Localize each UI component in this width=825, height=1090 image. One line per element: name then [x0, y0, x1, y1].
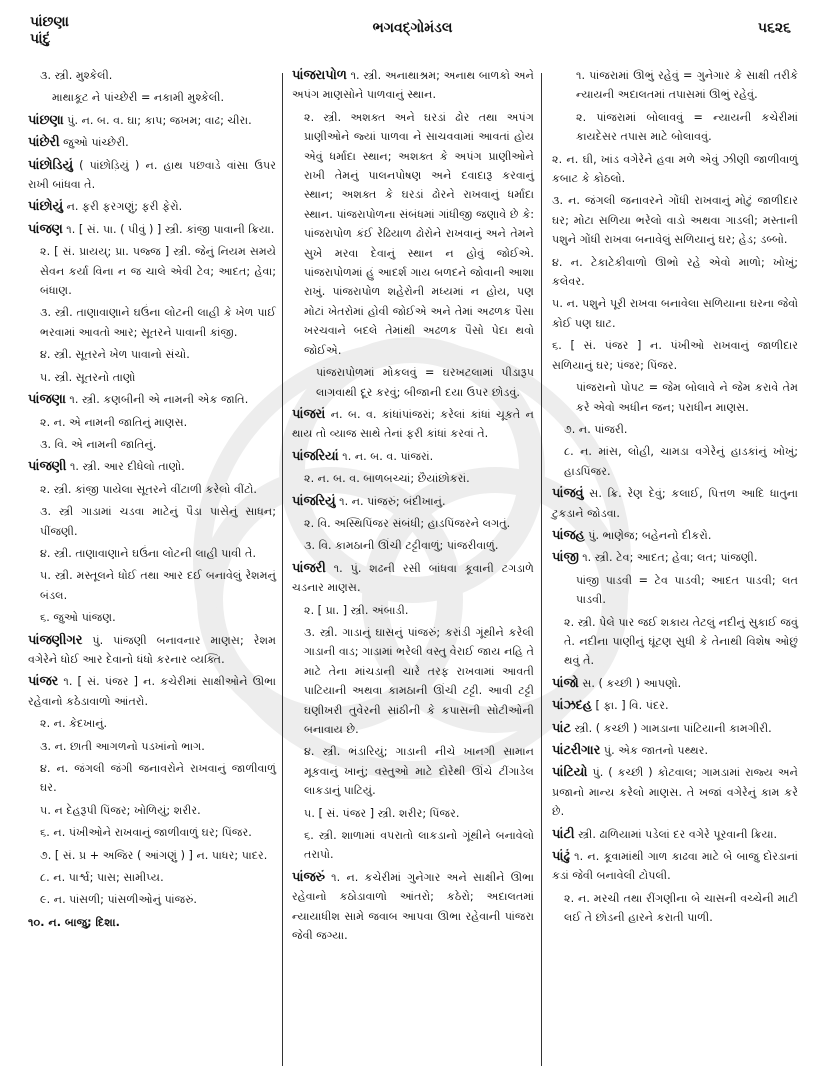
headword: પાંજણીગર: [28, 632, 83, 648]
dictionary-entry: [292, 868, 534, 946]
definition-text: ૬. જુઓ પાંજણ.: [40, 611, 116, 625]
sense-entry: [552, 613, 798, 671]
column-divider: [282, 73, 283, 1066]
definition-text: ૩. ન. છાતી આગળનો પડખાંનો ભાગ.: [40, 739, 205, 753]
book-title: ભગવદ્ગોમંડલ: [372, 20, 453, 36]
sense-entry: [28, 345, 276, 364]
definition-text: ન. ફરી ફરગણું; ફરી ફેરો.: [66, 200, 183, 214]
definition-text: ૭. ન. પાંજરી.: [564, 422, 628, 436]
definition-text: ૫. સ્ત્રી. મસ્તૂલને ધોઈ તથા આર દઈ બનાવેલું રેશમનું બંડલ.: [40, 569, 276, 602]
definition-text: ૨. ન. એ નામની જાતિનું માણસ.: [40, 415, 188, 429]
definition-text: ૧. ન. બ. વ. પાંજરાં.: [342, 449, 434, 463]
headword: પાંજો: [552, 675, 579, 691]
definition-text: ૪. સ્ત્રી. ભંડારિયું; ગાડાની નીચે ખાનગી સામાન મૂકવાનું ખાનું; વસ્તુઓ માટે દોરેથી ઊંચે ટીંગાડેલ લાકડાનું પાટિયું.: [304, 745, 534, 798]
headword: પાંછોયું: [28, 199, 64, 215]
headword: પાંછણા: [28, 112, 64, 128]
definition-text: ૮. ન. માંસ, લોહી, ચામડા વગેરેનું હાડકાંનું ખોખું; હાડપિંજર.: [564, 445, 798, 478]
headword: પાંટિયો: [552, 765, 588, 781]
dictionary-entry: [28, 390, 276, 409]
headword: પાંટરીગાર: [552, 743, 601, 758]
definition-text: સ્ત્રી. ઢાળિયામાં પડેલાં દર વગેરે પૂરવાની ક્રિયા.: [578, 827, 778, 841]
page-header: [0, 0, 825, 64]
definition-text: માથાકૂટ ને પાંચ્છેરી = નકામી મુશ્કેલી.: [52, 91, 225, 105]
sense-entry: [28, 823, 276, 842]
sense-entry: [292, 469, 534, 488]
column-1: [28, 66, 276, 935]
sense-entry: [552, 253, 798, 292]
headword: પાંજણ: [28, 221, 63, 237]
definition-text: ૨. સ્ત્રી. અશક્ત અને ઘરડાં ઢોર તથા અપંગ પ્રાણીઓને જ્યાં પાળવા ને સાચવવામાં આવતાં હોય એવું ધર્માદા સ્થાન; અશક્ત કે અપંગ પ્રાણીઓને રાખી તેમનું પાલનપોષણ અને દવાદારૂ કરવાનું સ્થાન; અશક્ત કે ઘરડાં ઢોરને રાખવાનું ધર્માદા સ્થાન. પાંજરાપોળના સંબંધમાં ગાંધીજી જણાવે છે કે: પાંજરાપોળ કંઈ રેઢિયાળ ઢોરોને રાખવાનું અને તેમને સુખે મરવા દેવાનું સ્થાન ન હોવું જોઈએ. પાંજરાપોળમાં હું આદર્શ ગાય બળદને જોવાની આશા રાખું. પાંજરાપોળ શહેરોની મધ્યમાં ન હોય, પણ મોટાં ખેતરોમાં હોવી જોઈએ અને તેમાં અઢળક પૈસા ખરચવાને બદલે તેમાંથી અઢળક પૈસો પેદા થવો જોઈએ.: [304, 110, 534, 357]
definition-text: ૨. પાંજરામાં બોલાવવું = ન્યાયની કચેરીમાં કાયદેસર તપાસ માટે બોલાવવું.: [576, 110, 798, 144]
definition-text: ૫. [ સં. પંજર ] સ્ત્રી. શરીર; પિંજર.: [304, 806, 460, 820]
definition-text: ૫. ન. પશુને પૂરી રાખવા બનાવેલા સળિયાના ઘરના જેવો કોઈ પણ ઘાટ.: [552, 297, 798, 330]
definition-text: ૧. સ્ત્રી. આર દીધેલો તાણો.: [69, 460, 185, 474]
definition-text: ૬. ન. પંખીઓને રાખવાનું જાળીવાળું ઘર; પિંજર.: [40, 826, 252, 840]
dictionary-entry: [552, 484, 798, 523]
definition-text: ૨. સ્ત્રી. કાંજી પાયેલા સૂતરને વીંટાળી કરેલો વીંટો.: [40, 482, 257, 496]
guide-word-first: પાંછણા: [30, 14, 69, 30]
definition-text: ૨. [ પ્રા. ] સ્ત્રી. અંબાડી.: [304, 603, 409, 617]
sense-entry: [28, 890, 276, 909]
sense-entry: [552, 889, 798, 928]
sense-entry: [292, 804, 534, 823]
definition-text: ૨. [ સં. પ્રાયય્; પ્રા. પજ્જ ] સ્ત્રી. જેનું નિયમ સમયે સેવન કર્યા વિના ન જ ચાલે એવી ટેવ; આદત; હેવા; બંધાણ.: [40, 245, 276, 298]
dictionary-entry: [552, 526, 798, 545]
definition-text: ૨. ન. કેદખાનું.: [40, 717, 108, 731]
sense-entry: [28, 502, 276, 541]
dictionary-entry: [28, 672, 276, 711]
sense-entry: [28, 368, 276, 387]
definition-text: ૧. ન. કૂવામાંથી ગાળ કાઢવા માટે બે બાજુ દોરડાનાં કડાં જેવી બનાવેલી ટોપલી.: [552, 850, 799, 883]
idiom-entry: [552, 378, 798, 417]
column-divider: [541, 73, 542, 1066]
definition-text: જુઓ પાંચ્છેરી.: [63, 136, 129, 150]
sense-entry: [28, 759, 276, 798]
sense-entry: [28, 242, 276, 300]
definition-text: ૩. સ્ત્રી. ગાડાનું ઘાસનું પાંજરું; કરાંડી ગૂંથીને કરેલી ગાડાની વાડ; ગાડામાં ભરેલી વસ્તુ વેરાઈ જાય નહિ તે માટે તેના માંચડાની ચારે તરફ રાખવામાં આવતી પાટિયાની અથવા કામઠાની ઊંચી ટટ્ટી. આવી ટટ્ટી ઘણીખરી તુવેરની સાંઠીની કે કપાસની સોટીઓની બનાવાય છે.: [304, 625, 534, 736]
definition-text: ૧. સ્ત્રી. અનાથાશ્રમ; અનાથ બાળકો અને અપંગ માણસોને પાળવાનું સ્થાન.: [292, 69, 534, 102]
sense-entry: [552, 191, 798, 249]
definition-text: પું. ન. બ. વ. ઘા; કાપ; જખમ; વાઢ; ચીરા.: [67, 113, 252, 127]
definition-text: પું. પાંજણી બનાવનાર માણસ; રેશમ વગેરેને ધોઈ આર દેવાનો ધંધો કરનાર વ્યક્તિ.: [28, 633, 276, 666]
definition-text: ૧. પાંજરામાં ઊભું રહેવું = ગુનેગાર કે સાક્ષી તરીકે ન્યાયની અદાલતમાં તપાસમાં ઊભું રહેવું.: [576, 69, 798, 102]
guide-word-last: પાંદું: [30, 31, 51, 47]
sense-entry: [28, 913, 276, 932]
sense-entry: [552, 442, 798, 481]
definition-text: ૨. વિ. અસ્થિપિંજર સંબંધી; હાડપિંજરને લગતું.: [304, 516, 511, 530]
definition-text: પાંજરાનો પોપટ = જેમ બોલાવે ને જેમ કરાવે તેમ કરે એવો અધીન જન; પરાધીન માણસ.: [576, 381, 798, 414]
sense-entry: [292, 536, 534, 555]
headword: પાંછોડિયું: [28, 157, 73, 173]
sense-entry: [552, 294, 798, 333]
headword: પાંજણી: [28, 459, 67, 475]
definition-text: સ. ક્રિ. રેણ દેવું; કલાઈ, પિત્તળ આદિ ધાતુના ટુકડાને જોડવા.: [552, 487, 799, 520]
sense-entry: [292, 601, 534, 620]
dictionary-entry: [292, 559, 534, 598]
sense-entry: [552, 336, 798, 375]
definition-text: ૨. ન. ઘી, ખાંડ વગેરેને હવા મળે એવું ઝીણી જાળીવાળું કબાટ કે કોઠલો.: [552, 152, 798, 186]
definition-text: ૩. ન. જંગલી જનાવરને ગોંધી રાખવાનું મોટું જાળીદાર ઘર; મોટા સળિયા ભરેલો વાડો અથવા ગાડલી; મસ્તાની પશુને ગોંધી રાખવા બનાવેલું સળિયાનું ઘર; હેડ; ડબ્બો.: [552, 194, 798, 247]
idiom-entry: [552, 571, 798, 610]
definition-text: ૭. [ સં. પ્ર + અજિર ( આંગણું ) ] ન. પાધર; પાદર.: [40, 848, 268, 862]
definition-text: ૮. ન. પાર્શ્વ; પાસ; સામીપ્ય.: [40, 871, 164, 885]
headword: પાંજહ: [552, 527, 585, 543]
dictionary-entry: [28, 220, 276, 239]
definition-text: ૩. વિ. કામઠાની ઊંચી ટટ્ટીવાળું; પાંજરીવાળું.: [304, 539, 499, 553]
idiom-entry: [292, 363, 534, 402]
idiom-entry: [552, 66, 798, 105]
definition-text: ૫. સ્ત્રી. સૂતરનો તાણો: [40, 370, 136, 384]
definition-text: ૩. સ્ત્રી. મુશ્કેલી.: [40, 69, 113, 82]
sense-entry: [28, 868, 276, 887]
definition-text: ૧. પું. શઢની રસી બાંધવા કૂવાની ટગડાળે ચડનાર માણસ.: [292, 561, 534, 595]
definition-text: પું. ભાણેજ; બહેનનો દીકરો.: [588, 528, 712, 542]
dictionary-entry: [292, 66, 534, 105]
sense-entry: [28, 846, 276, 865]
definition-text: ( પાંછોડ઼િયું ) ન. હાથ પછવાડે વાંસા ઉપર રાખી બાંધવા તે.: [28, 158, 276, 192]
sense-entry: [292, 826, 534, 865]
headword: પાંટી: [552, 826, 575, 842]
definition-text: ૪. ન. ટેકાટેકીવાળો ઊભો રહે એવો માળો; ખોખું; કલેવર.: [552, 255, 798, 289]
dictionary-entry: [28, 197, 276, 216]
dictionary-entry: [28, 133, 276, 152]
headword: પાંઢું: [552, 849, 570, 865]
dictionary-entry: [292, 492, 534, 511]
dictionary-entry: [292, 447, 534, 466]
headword: પાંઝદહ: [552, 698, 592, 714]
sense-entry: [28, 566, 276, 605]
sense-entry: [28, 714, 276, 733]
idiom-entry: [552, 108, 798, 147]
definition-text: ૪. સ્ત્રી. સૂતરને ખેળ પાવાનો સંચો.: [40, 348, 190, 362]
definition-text: ૧. સ્ત્રી. ટેવ; આદત; હેવા; લત; પાંજણી.: [582, 551, 758, 565]
sense-entry: [292, 514, 534, 533]
headword: પાંછેરી: [28, 135, 60, 151]
definition-text: ૧૦. ન. બાજુ; દિશા.: [28, 915, 120, 929]
dictionary-entry: [552, 847, 798, 886]
sense-entry: [28, 801, 276, 820]
definition-text: ૬. સ્ત્રી. શાળામાં વપરાતો લાકડાનો ગૂંથીને બનાવેલો તરાપો.: [304, 829, 534, 862]
definition-text: પું. એક જાતનો પથ્થર.: [603, 744, 709, 757]
definition-text: ૬. [ સં. પંજર ] ન. પંખીઓ રાખવાનું જાળીદાર સળિયાનું ઘર; પંજર; પિંજર.: [552, 339, 798, 372]
definition-text: પાંજરાપોળમાં મોકલવું = ઘરખટલામાં પીડારૂપ લાગવાથી દૂર કરવું; બીજાની દયા ઉપર છોડવું.: [316, 366, 534, 399]
definition-text: ૨. સ્ત્રી. પેલે પાર જઈ શકાય તેટલું નદીનું સુકાઈ જવું તે. નદીના પાણીનું ઘૂંટણ સુધી કે તેનાથી વિશેષ ઓછું થવું તે.: [564, 615, 798, 668]
headword: પાંજવું: [552, 486, 584, 502]
sense-entry: [28, 66, 276, 85]
headword: પાંજર: [28, 674, 59, 690]
definition-text: ૧. [ સં. પંજર ] ન. કચેરીમાં સાક્ષીઓને ઊભા રહેવાનો કઠેડાવાળો આંતરો.: [28, 675, 276, 708]
definition-text: ૧. [ સં. પા. ( પીવું ) ] સ્ત્રી. કાંજી પાવાની ક્રિયા.: [66, 222, 275, 236]
column-3: [552, 66, 798, 931]
definition-text: [ ફા. ] વિ. પંદર.: [595, 699, 669, 713]
headword: પાંજણા: [28, 392, 66, 408]
definition-text: ન. બ. વ. કાંધાંપાંજરાં; કરેલાં કાંધાં ચૂકતે ન થાય તો વ્યાજ સાથે તેનાં ફરી કાંધાં કરવાં તે.: [292, 407, 534, 441]
sense-entry: [552, 420, 798, 439]
sense-entry: [28, 435, 276, 454]
dictionary-entry: [552, 548, 798, 567]
headword: પાંજરિયાં: [292, 448, 339, 464]
definition-text: ૧. ન. પાંજરું; બંદીખાનું.: [339, 494, 446, 508]
dictionary-entry: [552, 825, 798, 844]
headword: પાંજી: [552, 550, 579, 566]
definition-text: પાંજી પાડવી = ટેવ પાડવી; આદત પાડવી; લત પાડવી.: [576, 573, 798, 607]
sense-entry: [28, 544, 276, 563]
headword: પાંટ: [552, 720, 571, 736]
definition-text: ૫. ન દેહરૂપી પિંજર; ખોળિયું; શરીર.: [40, 803, 201, 817]
page-number: ૫૬૨૬: [757, 20, 791, 36]
definition-text: પું. ( કચ્છી ) કોટવાલ; ગામડામાં રાજ્ય અને પ્રજાનો માન્ય કરેલો માણસ. તે ખજાં વગેરેનું કામ કરે છે.: [552, 766, 798, 819]
definition-text: ૧. ન. કચેરીમાં ગુનેગાર અને સાક્ષીને ઊભા રહેવાનો કઠોડાવાળો આંતરો; કઠેરો; અદાલતમાં ન્યાયાધીશ સામે જવાબ આપવા ઊભા રહેવાની પાંજરા જેવી જગ્યા.: [292, 870, 534, 943]
dictionary-entry: [28, 457, 276, 476]
dictionary-entry: [552, 696, 798, 715]
definition-text: ૧. સ્ત્રી. કણબીની એ નામની એક જાતિ.: [69, 393, 249, 407]
headword: પાંજરું: [292, 869, 325, 885]
sense-entry: [28, 608, 276, 627]
definition-text: ૩. સ્ત્રી ગાડામાં ચડવા માટેનું પૈડા પાસેનું સાધન; પીંજણી.: [40, 505, 276, 538]
dictionary-entry: [28, 156, 276, 195]
dictionary-entry: [552, 741, 798, 760]
dictionary-entry: [552, 719, 798, 738]
definition-text: ૨. ન. બ. વ. બાળબચ્ચાં; છૈયાંછોકરાં.: [304, 472, 470, 486]
dictionary-entry: [28, 631, 276, 670]
definition-text: ૩. વિ. એ નામની જાતિનું.: [40, 437, 157, 451]
sense-entry: [292, 108, 534, 360]
headword: પાંજરી: [292, 560, 326, 576]
headword: પાંજરિયું: [292, 493, 336, 509]
definition-text: ૪. ન. જંગલી જંગી જનાવરોને રાખવાનું જાળીવાળું ઘર.: [40, 762, 276, 795]
definition-text: ૪. સ્ત્રી. તાણાવાણાને ઘઉંના લોટની લાહી પાવી તે.: [40, 546, 256, 560]
sense-entry: [28, 303, 276, 342]
sense-entry: [292, 742, 534, 800]
dictionary-entry: [552, 674, 798, 693]
dictionary-entry: [28, 111, 276, 130]
dictionary-entry: [552, 763, 798, 821]
definition-text: ૩. સ્ત્રી. તાણાવાણાને ઘઉંના લોટની લાહી કે ખેળ પાઈ ભરવામાં આવતો આર; સૂતરને પાવાની કાંજી.: [40, 306, 276, 339]
idiom-entry: [28, 88, 276, 107]
sense-entry: [292, 623, 534, 739]
dictionary-entry: [292, 405, 534, 444]
definition-text: સ. ( કચ્છી ) આપણો.: [582, 676, 682, 690]
definition-text: ૯. ન. પાંસળી; પાંસળીઓનું પાંજરું.: [40, 893, 197, 907]
headword: પાંજરાં: [292, 406, 326, 422]
definition-text: ૨. ન. મરચી તથા રીંગણીના બે ચાસની વચ્ચેની માટી લઈ તે છોડની હારને કરાતી પાળી.: [564, 891, 798, 925]
sense-entry: [28, 480, 276, 499]
column-2: [292, 66, 534, 948]
sense-entry: [552, 150, 798, 189]
sense-entry: [28, 413, 276, 432]
definition-text: સ્ત્રી. ( કચ્છી ) ગામડાના પાંટિયાની કામગીરી.: [574, 721, 772, 735]
sense-entry: [28, 737, 276, 756]
headword: પાંજરાપોળ: [292, 68, 347, 83]
